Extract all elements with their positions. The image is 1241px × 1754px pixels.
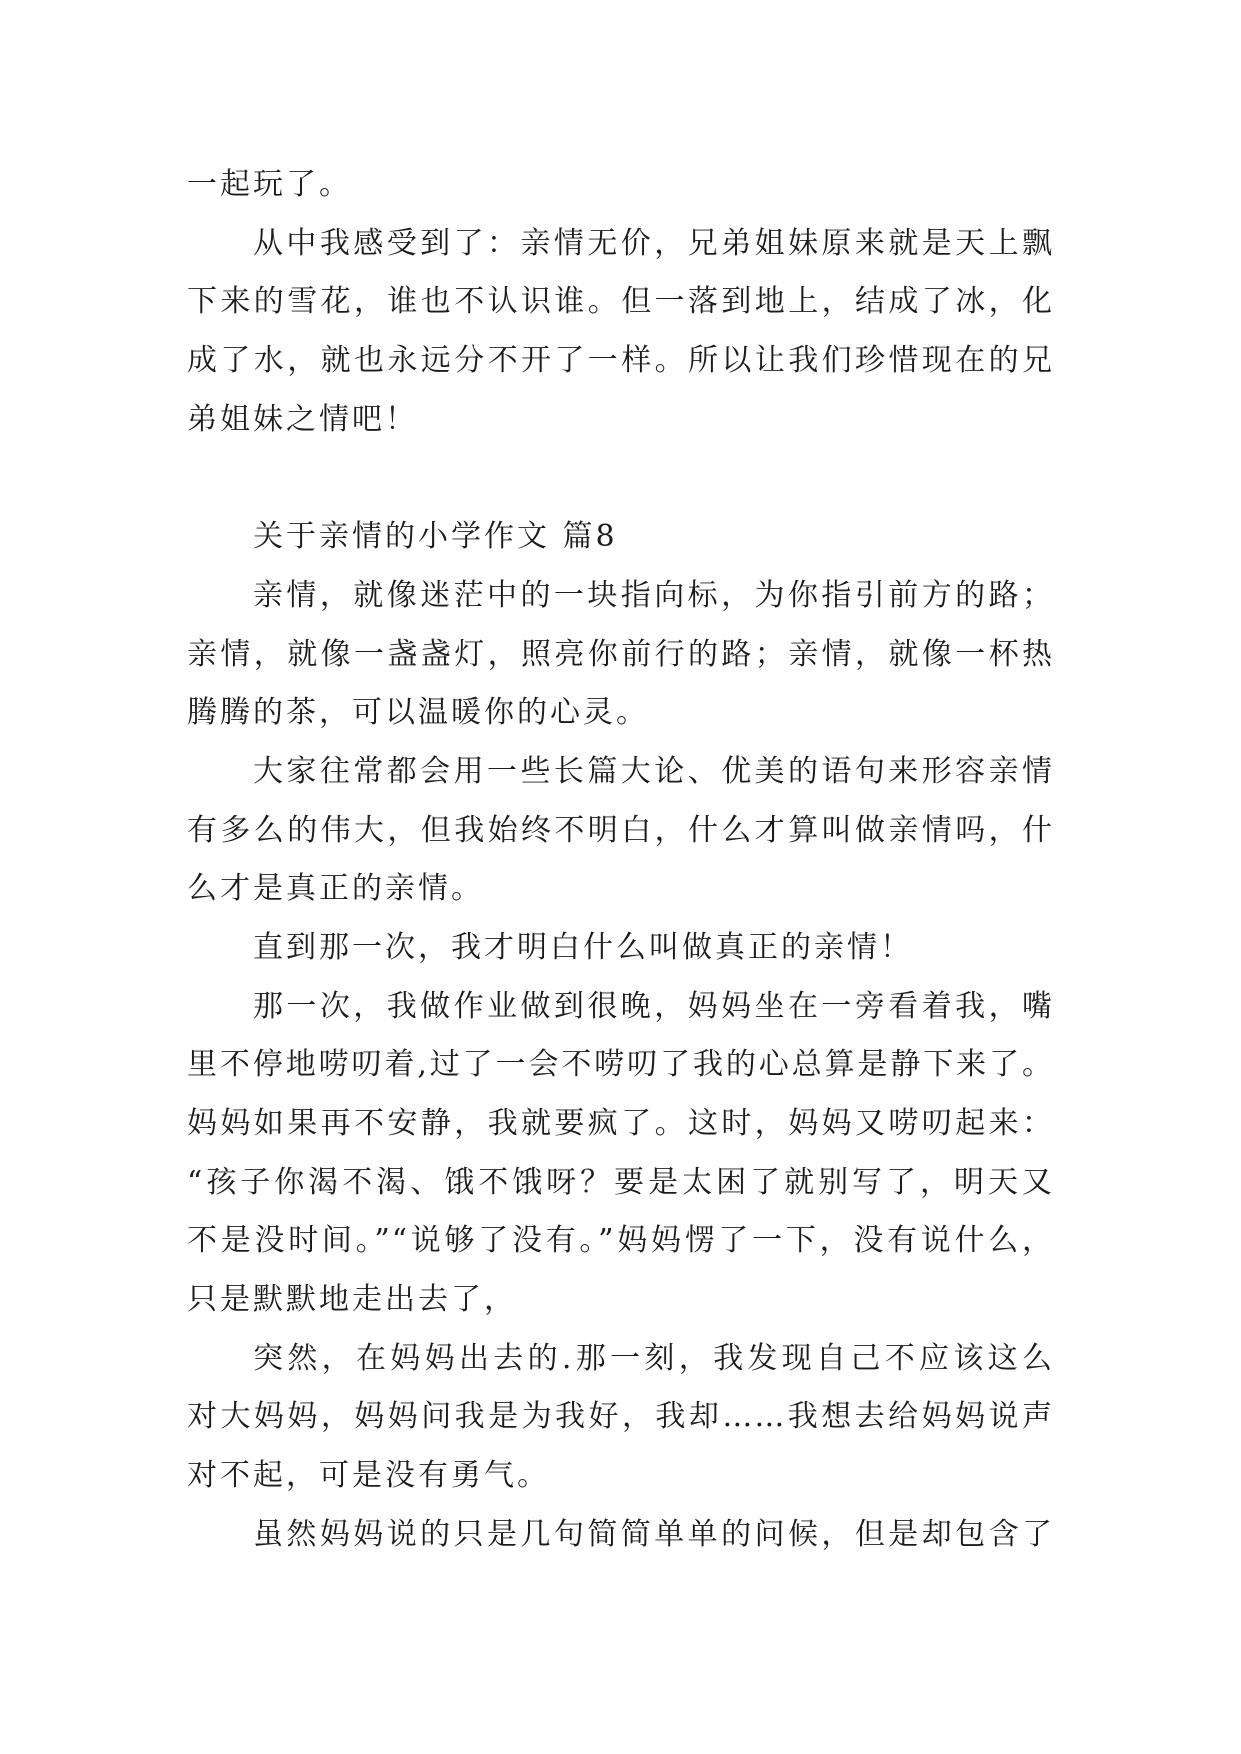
paragraph: [187, 1506, 1054, 1565]
text-line: 大家往常都会用一些长篇大论、优美的语句来形容亲情: [253, 753, 1054, 789]
text-line: 不是没时间。”“说够了没有。”妈妈愣了一下，没有说什么，: [187, 1223, 1054, 1259]
paragraph: [187, 1330, 1054, 1506]
text-line: 从中我感受到了：亲情无价，兄弟姐妹原来就是天上飘: [253, 225, 1054, 261]
text-line: 亲情，就像迷茫中的一块指向标，为你指引前方的路；: [253, 577, 1054, 613]
text-line: 虽然妈妈说的只是几句简简单单的问候，但是却包含了: [253, 1516, 1054, 1552]
document-body: [187, 156, 1054, 1565]
text-line: 成了水，就也永远分不开了一样。所以让我们珍惜现在的兄: [187, 343, 1054, 379]
text-line: 腾腾的茶，可以温暖你的心灵。: [187, 695, 649, 731]
text-line: 有多么的伟大，但我始终不明白，什么才算叫做亲情吗，什: [187, 812, 1054, 848]
paragraph: [187, 978, 1054, 1330]
text-line: 妈妈如果再不安静，我就要疯了。这时，妈妈又唠叨起来：: [187, 1106, 1054, 1141]
text-line: 弟姐妹之情吧！: [187, 401, 418, 437]
text-line: 么才是真正的亲情。: [187, 871, 484, 907]
paragraph: [187, 743, 1054, 919]
text-line: 对不起，可是没有勇气。: [187, 1458, 550, 1494]
text-line: “孩子你渴不渴、饿不饿呀？要是太困了就别写了，明天又: [187, 1164, 1054, 1200]
text-line: 直到那一次，我才明白什么叫做真正的亲情！: [253, 929, 913, 965]
paragraph: [187, 156, 1054, 215]
blank-line: [187, 449, 1054, 508]
paragraph: [187, 215, 1054, 450]
text-line: 里不停地唠叨着,过了一会不唠叨了我的心总算是静下来了。: [187, 1047, 1054, 1083]
paragraph: [187, 919, 1054, 978]
text-line: 那一次，我做作业做到很晚，妈妈坐在一旁看着我，嘴: [253, 988, 1054, 1024]
text-line: 一起玩了。: [187, 167, 352, 202]
paragraph: [187, 567, 1054, 743]
text-line: 下来的雪花，谁也不认识谁。但一落到地上，结成了冰，化: [187, 284, 1054, 320]
text-line: 突然，在妈妈出去的.那一刻，我发现自己不应该这么: [253, 1340, 1054, 1376]
text-line: 只是默默地走出去了，: [187, 1282, 517, 1318]
text-line: 亲情，就像一盏盏灯，照亮你前行的路；亲情，就像一杯热: [187, 636, 1054, 672]
text-line: 对大妈妈，妈妈问我是为我好，我却……我想去给妈妈说声: [187, 1399, 1054, 1435]
section-title: 关于亲情的小学作文 篇8: [253, 519, 618, 555]
